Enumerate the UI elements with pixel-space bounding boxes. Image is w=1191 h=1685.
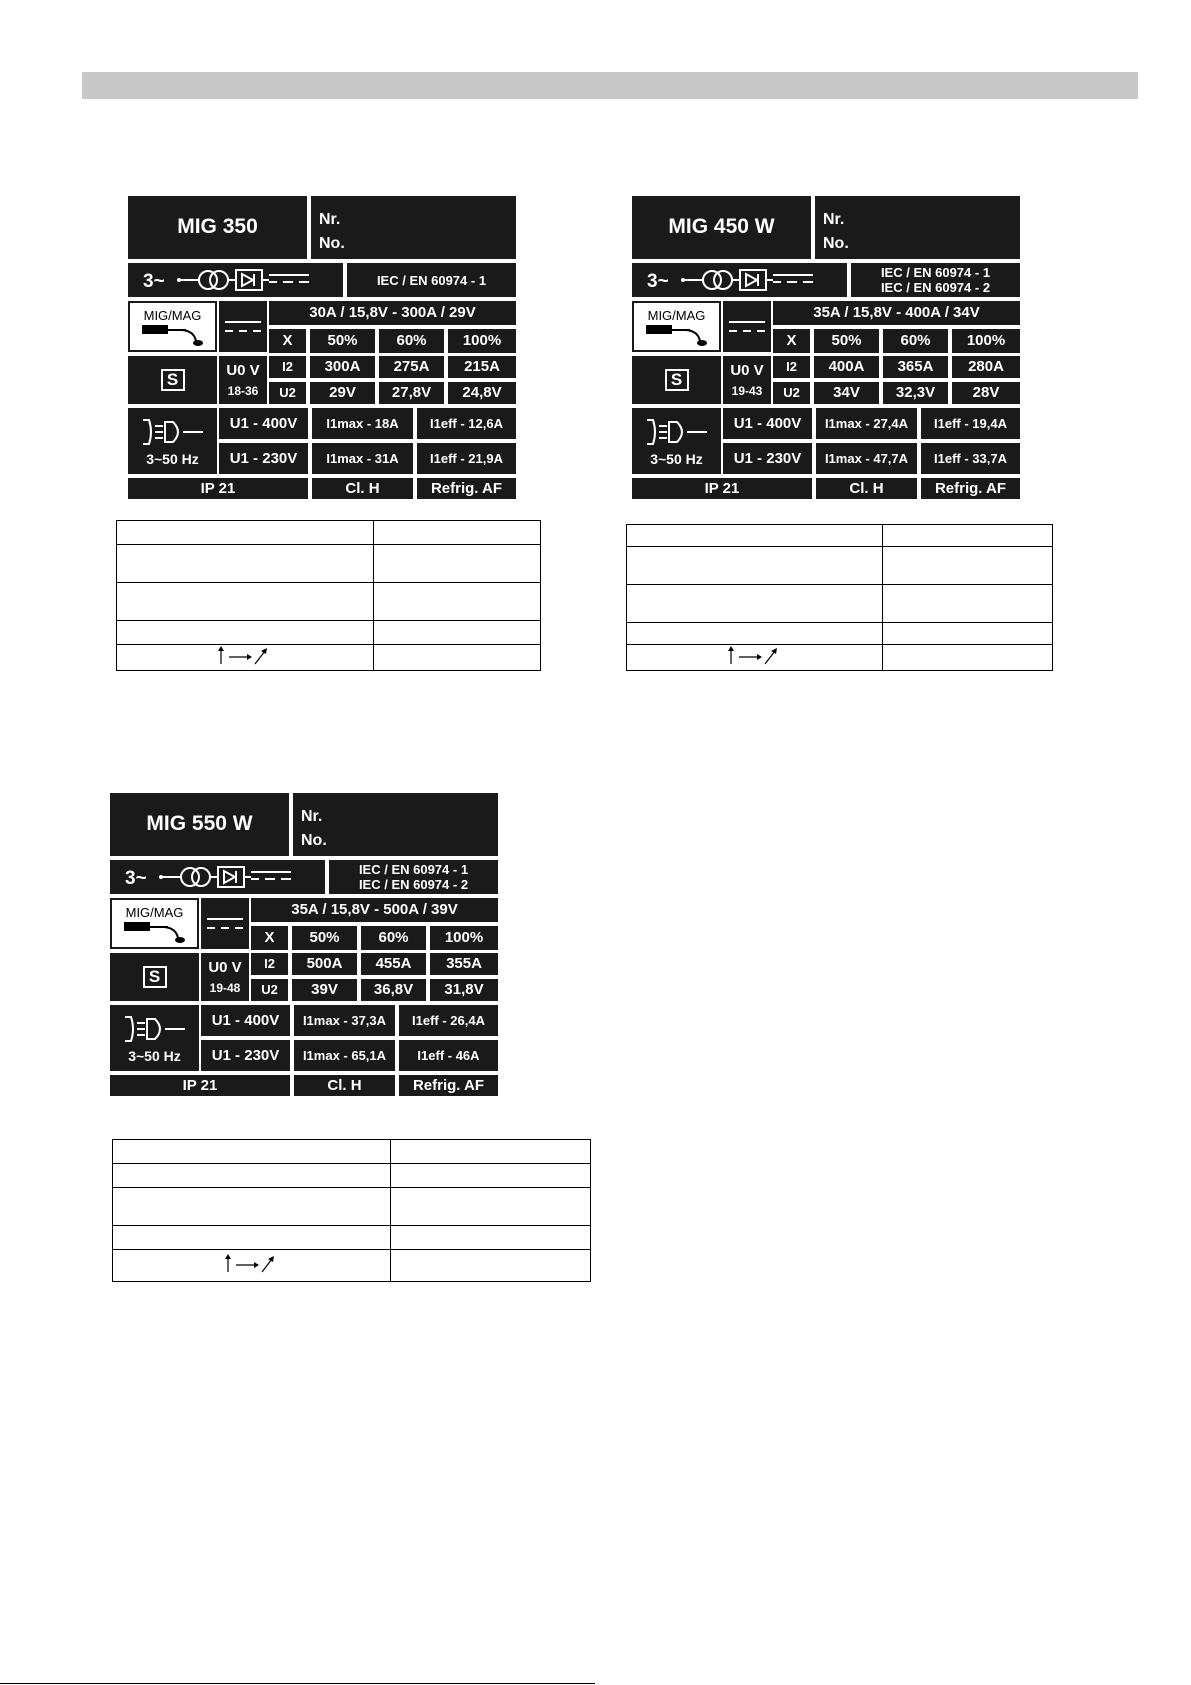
- process-label: MIG/MAG: [125, 905, 184, 920]
- direct-current-icon: [223, 319, 263, 335]
- table-cell: [374, 545, 541, 583]
- u0-box: [201, 953, 249, 1001]
- transformer-rectifier-icon: [123, 863, 313, 891]
- standards-box: [347, 263, 516, 297]
- u2-label: U2: [251, 979, 288, 1001]
- table-cell: [883, 645, 1053, 671]
- u0-label: U0 V: [226, 361, 260, 379]
- s-symbol-box: [632, 356, 721, 404]
- direct-current-icon: [727, 319, 767, 335]
- table-row: [117, 621, 541, 645]
- insulation-class: Cl. H: [294, 1075, 395, 1096]
- output-range: 30A / 15,8V - 300A / 29V: [269, 301, 516, 325]
- table-cell: [113, 1164, 391, 1188]
- table-cell: [374, 621, 541, 645]
- u0-range: 18-36: [227, 383, 259, 398]
- table-cell: [374, 521, 541, 545]
- serial-number-box: [815, 196, 1020, 259]
- i2-60: 455A: [361, 953, 426, 975]
- i2-100: 280A: [952, 356, 1020, 378]
- s-symbol-box: [110, 953, 199, 1001]
- welding-torch-icon: [642, 323, 712, 349]
- i1eff-400: I1eff - 12,6A: [417, 408, 516, 439]
- table-row: [113, 1164, 591, 1188]
- u0-box: [219, 356, 267, 404]
- svg-text:3~: 3~: [142, 271, 165, 292]
- refrigeration: Refrig. AF: [399, 1075, 498, 1096]
- table-cell: [374, 583, 541, 621]
- table-cell: [113, 1226, 391, 1250]
- i1eff-400: I1eff - 19,4A: [921, 408, 1020, 439]
- table-row: [113, 1188, 591, 1226]
- u2-100: 28V: [952, 382, 1020, 404]
- process-box: [632, 301, 721, 352]
- table-cell: [117, 583, 374, 621]
- process-box: [128, 301, 217, 352]
- no-label: No.: [301, 832, 327, 849]
- table-cell: [883, 585, 1053, 623]
- table-row: [117, 645, 541, 671]
- standard-label: IEC / EN 60974 - 1: [376, 272, 487, 288]
- mains-label: 3~50 Hz: [650, 450, 703, 467]
- table-cell: [391, 1140, 591, 1164]
- u0-box: [723, 356, 771, 404]
- u2-label: U2: [773, 382, 810, 404]
- transformer-rectifier-icon: [141, 266, 331, 294]
- mains-plug-icon: [641, 416, 713, 448]
- table-row: [627, 525, 1053, 547]
- u1-400: U1 - 400V: [201, 1005, 290, 1036]
- table-cell: [883, 623, 1053, 645]
- table-row: [117, 583, 541, 621]
- ip-rating: IP 21: [110, 1075, 290, 1096]
- wire-feed-arrows-icon: [215, 645, 275, 665]
- u2-label: U2: [269, 382, 306, 404]
- refrigeration: Refrig. AF: [921, 478, 1020, 499]
- u2-100: 24,8V: [448, 382, 516, 404]
- ip-rating: IP 21: [632, 478, 812, 499]
- u2-50: 39V: [292, 979, 357, 1001]
- duty-60: 60%: [379, 329, 444, 353]
- output-range: 35A / 15,8V - 400A / 34V: [773, 301, 1020, 325]
- table-row: [627, 645, 1053, 671]
- u1-230: U1 - 230V: [201, 1040, 290, 1071]
- table-cell: [113, 1140, 391, 1164]
- i2-100: 215A: [448, 356, 516, 378]
- header-bar: [82, 72, 1138, 99]
- i2-label: I2: [251, 953, 288, 975]
- standard-label: IEC / EN 60974 - 1: [358, 862, 469, 877]
- spec-table: [116, 520, 541, 671]
- transformer-rectifier-icon: [645, 266, 835, 294]
- u0-label: U0 V: [730, 361, 764, 379]
- duty-60: 60%: [883, 329, 948, 353]
- refrigeration: Refrig. AF: [417, 478, 516, 499]
- table-cell: [113, 1250, 391, 1282]
- mains-plug-icon: [137, 416, 209, 448]
- ip-rating: IP 21: [128, 478, 308, 499]
- spec-table: [112, 1139, 591, 1282]
- table-row: [627, 585, 1053, 623]
- i2-60: 275A: [379, 356, 444, 378]
- welding-torch-icon: [138, 323, 208, 349]
- direct-current-icon: [205, 916, 245, 932]
- u1-230: U1 - 230V: [219, 443, 308, 474]
- table-row: [627, 547, 1053, 585]
- nr-label: Nr.: [823, 211, 845, 228]
- duty-60: 60%: [361, 926, 426, 950]
- table-cell: [627, 623, 883, 645]
- i1eff-400: I1eff - 26,4A: [399, 1005, 498, 1036]
- i2-60: 365A: [883, 356, 948, 378]
- u2-60: 36,8V: [361, 979, 426, 1001]
- i1max-400: I1max - 37,3A: [294, 1005, 395, 1036]
- wire-feed-arrows-icon: [222, 1253, 282, 1273]
- no-label: No.: [823, 235, 849, 252]
- table-cell: [117, 645, 374, 671]
- table-cell: [391, 1250, 591, 1282]
- i1eff-230: I1eff - 46A: [399, 1040, 498, 1071]
- mains-supply-box: [632, 408, 721, 474]
- model-name: MIG 450 W: [632, 196, 811, 259]
- dc-symbol: [219, 301, 267, 352]
- dc-symbol: [201, 898, 249, 949]
- i1max-400: I1max - 18A: [312, 408, 413, 439]
- i2-100: 355A: [430, 953, 498, 975]
- i1eff-230: I1eff - 21,9A: [417, 443, 516, 474]
- duty-100: 100%: [430, 926, 498, 950]
- table-row: [113, 1250, 591, 1282]
- serial-number-box: [311, 196, 516, 259]
- u0-range: 19-48: [209, 980, 241, 995]
- standard-label: IEC / EN 60974 - 2: [880, 280, 991, 295]
- process-label: MIG/MAG: [143, 308, 202, 323]
- nr-label: Nr.: [301, 808, 323, 825]
- table-cell: [627, 585, 883, 623]
- i2-label: I2: [773, 356, 810, 378]
- power-source-symbol: [128, 263, 343, 297]
- i2-50: 500A: [292, 953, 357, 975]
- u0-range: 19-43: [731, 383, 763, 398]
- table-cell: [627, 645, 883, 671]
- no-label: No.: [319, 235, 345, 252]
- process-box: [110, 898, 199, 949]
- mains-supply-box: [128, 408, 217, 474]
- u2-60: 32,3V: [883, 382, 948, 404]
- i2-50: 400A: [814, 356, 879, 378]
- welding-torch-icon: [120, 920, 190, 946]
- u1-400: U1 - 400V: [219, 408, 308, 439]
- table-row: [117, 521, 541, 545]
- i1max-230: I1max - 31A: [312, 443, 413, 474]
- mains-label: 3~50 Hz: [146, 450, 199, 467]
- standard-label: IEC / EN 60974 - 2: [358, 877, 469, 892]
- model-name: MIG 550 W: [110, 793, 289, 856]
- duty-x: X: [269, 329, 306, 353]
- model-name: MIG 350: [128, 196, 307, 259]
- table-row: [627, 623, 1053, 645]
- i1eff-230: I1eff - 33,7A: [921, 443, 1020, 474]
- table-cell: [117, 521, 374, 545]
- s-symbol-icon: S: [665, 369, 689, 391]
- i1max-230: I1max - 65,1A: [294, 1040, 395, 1071]
- i1max-230: I1max - 47,7A: [816, 443, 917, 474]
- process-label: MIG/MAG: [647, 308, 706, 323]
- svg-text:3~: 3~: [124, 868, 147, 889]
- nr-label: Nr.: [319, 211, 341, 228]
- table-cell: [113, 1188, 391, 1226]
- mains-plug-icon: [119, 1013, 191, 1045]
- mains-label: 3~50 Hz: [128, 1047, 181, 1064]
- output-range: 35A / 15,8V - 500A / 39V: [251, 898, 498, 922]
- duty-x: X: [773, 329, 810, 353]
- duty-100: 100%: [952, 329, 1020, 353]
- svg-text:3~: 3~: [646, 271, 669, 292]
- u2-50: 34V: [814, 382, 879, 404]
- s-symbol-icon: S: [143, 966, 167, 988]
- i2-label: I2: [269, 356, 306, 378]
- standards-box: [329, 860, 498, 894]
- rating-plate-1: [128, 196, 524, 504]
- wire-feed-arrows-icon: [725, 645, 785, 665]
- s-symbol-icon: S: [161, 369, 185, 391]
- i1max-400: I1max - 27,4A: [816, 408, 917, 439]
- insulation-class: Cl. H: [816, 478, 917, 499]
- duty-50: 50%: [310, 329, 375, 353]
- table-cell: [391, 1188, 591, 1226]
- table-cell: [117, 545, 374, 583]
- standard-label: IEC / EN 60974 - 1: [880, 265, 991, 280]
- table-cell: [627, 547, 883, 585]
- page-footer-line: [0, 1683, 595, 1684]
- table-row: [113, 1140, 591, 1164]
- power-source-symbol: [632, 263, 847, 297]
- spec-table: [626, 524, 1053, 671]
- duty-100: 100%: [448, 329, 516, 353]
- u0-label: U0 V: [208, 958, 242, 976]
- table-cell: [883, 547, 1053, 585]
- table-row: [117, 545, 541, 583]
- duty-x: X: [251, 926, 288, 950]
- i2-50: 300A: [310, 356, 375, 378]
- table-cell: [374, 645, 541, 671]
- serial-number-box: [293, 793, 498, 856]
- u2-50: 29V: [310, 382, 375, 404]
- s-symbol-box: [128, 356, 217, 404]
- u1-230: U1 - 230V: [723, 443, 812, 474]
- duty-50: 50%: [292, 926, 357, 950]
- power-source-symbol: [110, 860, 325, 894]
- table-cell: [627, 525, 883, 547]
- rating-plate-2: [632, 196, 1028, 504]
- mains-supply-box: [110, 1005, 199, 1071]
- table-cell: [883, 525, 1053, 547]
- insulation-class: Cl. H: [312, 478, 413, 499]
- table-row: [113, 1226, 591, 1250]
- dc-symbol: [723, 301, 771, 352]
- u2-60: 27,8V: [379, 382, 444, 404]
- u1-400: U1 - 400V: [723, 408, 812, 439]
- u2-100: 31,8V: [430, 979, 498, 1001]
- duty-50: 50%: [814, 329, 879, 353]
- table-cell: [117, 621, 374, 645]
- table-cell: [391, 1226, 591, 1250]
- table-cell: [391, 1164, 591, 1188]
- rating-plate-3: [110, 793, 506, 1101]
- standards-box: [851, 263, 1020, 297]
